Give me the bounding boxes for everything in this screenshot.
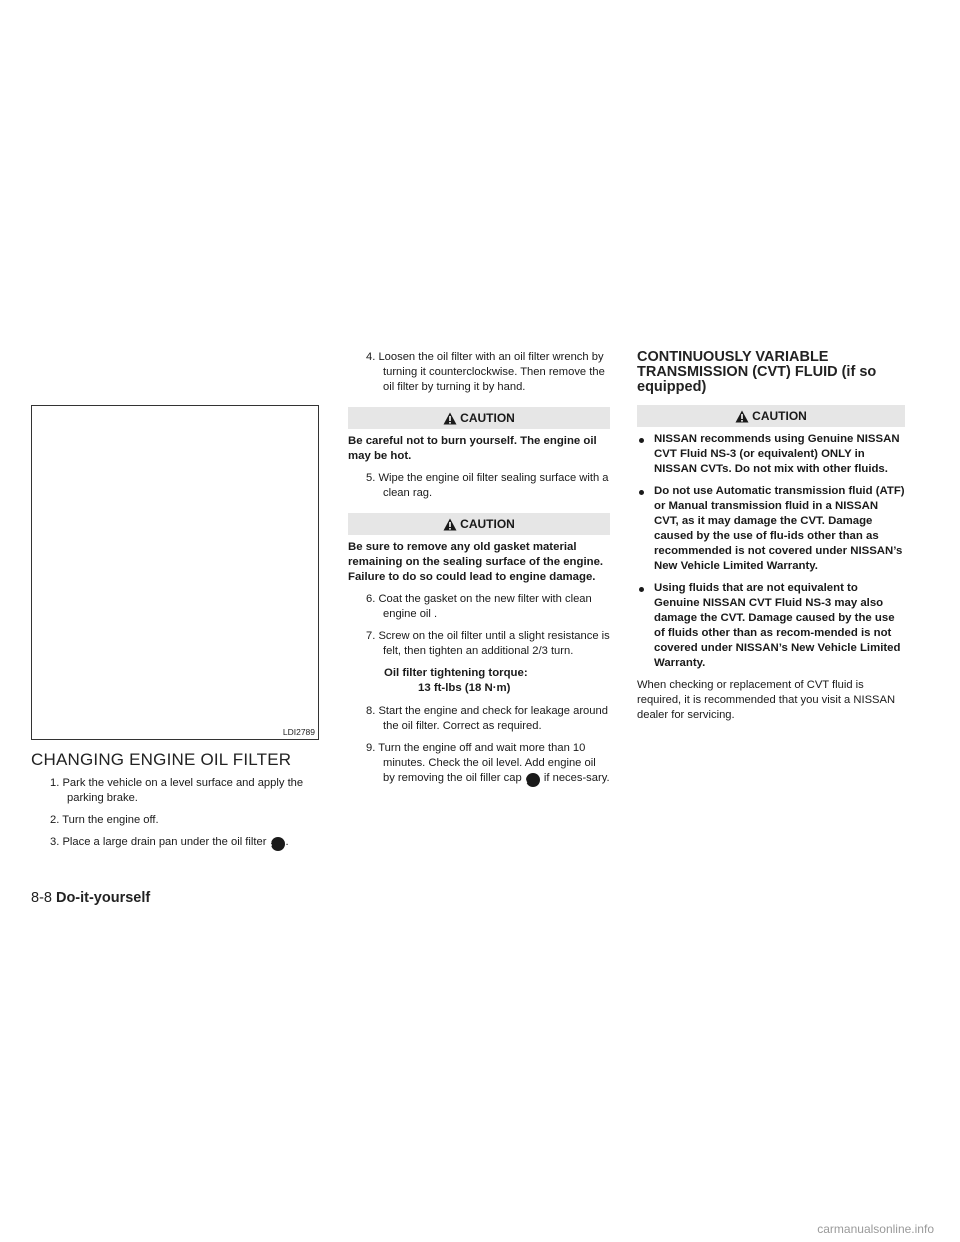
caution-banner-1: CAUTION: [348, 407, 610, 429]
cvt-paragraph: When checking or replacement of CVT fluid is required, it is recommended that you visit a NISSAN dealer for servicing.: [637, 679, 896, 721]
step-4: 4. Loosen the oil filter with an oil filter wrench by turning it counterclockwise. Then remove the oil filter by turning it by hand.: [366, 351, 605, 393]
section-heading-oil-filter: CHANGING ENGINE OIL FILTER: [31, 750, 292, 769]
caution-banner-2: CAUTION: [348, 513, 610, 535]
caution-bullet-1: NISSAN recommends using Genuine NISSAN CVT Fluid NS-3 (or equivalent) ONLY in NISSAN CVTs. Do not mix with other fluids.: [637, 432, 905, 477]
torque-spec: [348, 666, 610, 696]
step-7: 7. Screw on the oil filter until a slight resistance is felt, then tighten an additional 2/3 turn.: [366, 630, 610, 657]
caution-text-1: Be careful not to burn yourself. The engine oil may be hot.: [348, 435, 597, 462]
caution-text-2: Be sure to remove any old gasket material remaining on the sealing surface of the engine. Failure to do so could lead to engine damage.: [348, 541, 604, 583]
figure-label: LDI2789: [282, 727, 315, 737]
page-number: 8-8: [31, 890, 52, 906]
callout-a-icon: A: [526, 773, 540, 787]
right-column: [637, 350, 905, 723]
torque-value: 13 ft-lbs (18 N·m): [418, 682, 511, 694]
step-3: 3. Place a large drain pan under the oil filter B .: [50, 836, 289, 849]
callout-b-icon: B: [271, 837, 285, 851]
caution-bullet-3: Using fluids that are not equivalent to Genuine NISSAN CVT Fluid NS-3 may also damage the CVT. Damage caused by the use of fluids other than as recom-mended is not covered under NISSAN’s New Vehicle Limited Warranty.: [637, 581, 905, 671]
middle-column: [348, 350, 610, 794]
step-9: 9. Turn the engine off and wait more than 10 minutes. Check the oil level. Add engine oil by removing the oil filler cap A if neces-sary.: [366, 742, 610, 785]
step-2: 2. Turn the engine off.: [50, 814, 159, 826]
warning-icon: [443, 518, 457, 531]
page-footer: [31, 890, 150, 906]
section-heading-cvt: CONTINUOUSLY VARIABLE TRANSMISSION (CVT) FLUID (if so equipped): [637, 349, 877, 395]
step-6: 6. Coat the gasket on the new filter with clean engine oil .: [366, 593, 592, 620]
warning-icon: [735, 410, 749, 423]
oil-filter-figure: [31, 405, 319, 740]
watermark: carmanualsonline.info: [817, 1222, 934, 1236]
section-name: Do-it-yourself: [55, 890, 151, 906]
step-5: 5. Wipe the engine oil filter sealing surface with a clean rag.: [366, 472, 609, 499]
bullet-icon: [639, 587, 644, 592]
torque-label: Oil filter tightening torque:: [384, 667, 528, 679]
caution-banner-3: CAUTION: [637, 405, 905, 427]
step-1: 1. Park the vehicle on a level surface and apply the parking brake.: [50, 777, 304, 804]
warning-icon: [443, 412, 457, 425]
step-8: 8. Start the engine and check for leakage around the oil filter. Correct as required.: [366, 705, 608, 732]
left-column: [31, 405, 321, 858]
bullet-icon: [639, 438, 644, 443]
bullet-icon: [639, 490, 644, 495]
caution-bullet-2: Do not use Automatic transmission fluid (ATF) or Manual transmission fluid in a NISSAN CVT, as it may damage the CVT. Damage caused by the use of flu-ids other than as recommended is not covered under NISSAN’s New Vehicle Limited Warranty.: [637, 484, 905, 574]
